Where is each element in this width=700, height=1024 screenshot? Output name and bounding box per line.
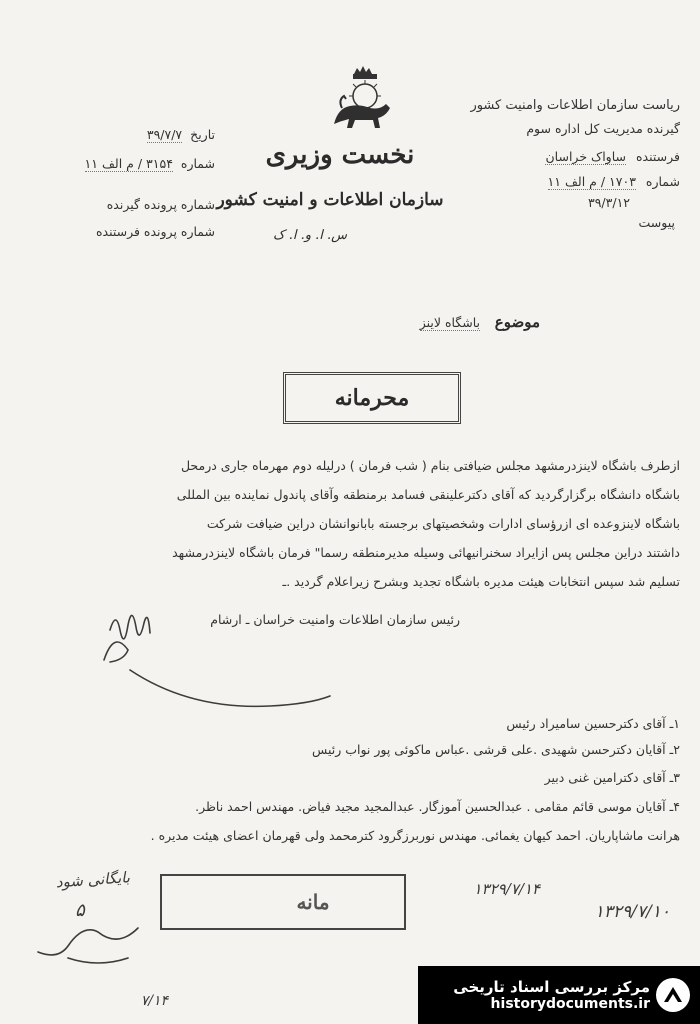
date-field xyxy=(80,127,215,142)
watermark-url: historydocuments.ir xyxy=(490,996,650,1012)
body-line-4: داشتند دراین مجلس پس ازایراد سخنرانیهائی وسیله مدیرمنطقه رسما" فرمان باشگاه لاینزدرمشهد xyxy=(172,545,680,560)
incoming-number-label: شماره xyxy=(645,174,680,189)
number-field xyxy=(60,156,215,171)
handwritten-note-1: بایگانی شود xyxy=(55,868,131,892)
file-receiver-label: شماره پرونده گیرنده xyxy=(106,197,215,212)
sender-field xyxy=(480,149,680,164)
handwritten-note-2: ۵ xyxy=(75,900,85,921)
handwritten-scribble xyxy=(18,918,158,978)
subject-label: موضوع xyxy=(494,313,540,331)
bottom-stamp xyxy=(160,874,406,930)
recipient-line-1: ریاست سازمان اطلاعات وامنیت کشور xyxy=(470,98,680,113)
incoming-number-value: ۱۷۰۳ / م الف ۱۱ xyxy=(547,174,636,189)
board-item-2: ۲ـ آقایان دکترحسن شهیدی .علی قرشی .عباس ماکوئی پور نواب رئیس xyxy=(312,742,680,757)
bottom-stamp-text: مانه xyxy=(296,890,330,914)
recipient-line-2: گیرنده مدیریت کل اداره سوم xyxy=(526,121,680,136)
classification-stamp xyxy=(283,372,461,424)
watermark-title: مرکز بررسی اسناد تاریخی xyxy=(453,978,650,996)
sender-value: ساواک خراسان xyxy=(545,149,626,164)
attachment-label: پیوست xyxy=(638,215,675,230)
incoming-date-value: ۳۹/۳/۱۲ xyxy=(588,195,630,210)
organization-code: س. ا. و. ا. ک xyxy=(272,228,348,243)
board-item-1: ۱ـ آقای دکترحسین سامیراد رئیس xyxy=(506,716,680,731)
bottom-date-right: ۱۳۲۹/۷/۱۰ xyxy=(594,902,670,922)
file-sender-label: شماره پرونده فرستنده xyxy=(95,224,215,239)
board-item-4: ۴ـ آقایان موسی قائم مقامی . عبدالحسین آموزگار. عبدالمجید مجید فیاض. مهندس احمد ناظر. xyxy=(195,799,680,814)
organization-title: سازمان اطلاعات و امنیت کشور xyxy=(216,190,444,210)
number-value: ۳۱۵۴ / م الف ۱۱ xyxy=(84,156,173,171)
archive-logo-icon xyxy=(654,976,692,1014)
watermark-badge xyxy=(418,966,700,1024)
date-value: ۳۹/۷/۷ xyxy=(146,127,183,142)
sender-label: فرستنده xyxy=(635,149,680,164)
board-item-5: هرانت ماشاپاریان. احمد کیهان یغمائی. مهندس نوربرزگرود کترمحمد ولی قهرمان اعضای هیئت مدیره . xyxy=(150,828,680,843)
body-line-1: ازطرف باشگاه لاینزدرمشهد مجلس ضیافتی بنام ( شب فرمان ) درلیله دوم مهرماه جاری درمحل xyxy=(180,458,680,473)
classification-text: محرمانه xyxy=(334,385,410,411)
signature-line: رئیس سازمان اطلاعات وامنیت خراسان ـ ارشام xyxy=(210,612,460,627)
date-label: تاریخ xyxy=(190,127,215,142)
incoming-number-field xyxy=(480,174,680,189)
subject-line xyxy=(270,313,540,331)
ministry-title: نخست وزیری xyxy=(265,140,415,170)
lion-and-sun-emblem xyxy=(320,64,400,132)
subject-value: باشگاه لاینز xyxy=(419,315,480,330)
bottom-date-mid: ۱۳۲۹/۷/۱۴ xyxy=(473,880,540,898)
number-label: شماره xyxy=(180,156,215,171)
signature-scribble xyxy=(90,590,350,720)
handwritten-date: ۷/۱۴ xyxy=(140,993,168,1009)
body-line-2: باشگاه دانشگاه برگزارگردید که آقای دکترعلینقی فسامد برمنطقه وآقای پاندول نماینده بین المللی xyxy=(176,487,680,502)
board-item-3: ۳ـ آقای دکترامین غنی دبیر xyxy=(544,770,680,785)
body-line-5: تسلیم شد سپس انتخابات هیئت مدیره باشگاه تجدید وبشرح زیراعلام گردید .ـ xyxy=(282,574,680,589)
body-line-3: باشگاه لاینزوعده ای ازرؤسای ادارات وشخصیتهای برجسته بابانوانشان دراین ضیافت شرکت xyxy=(206,516,680,531)
